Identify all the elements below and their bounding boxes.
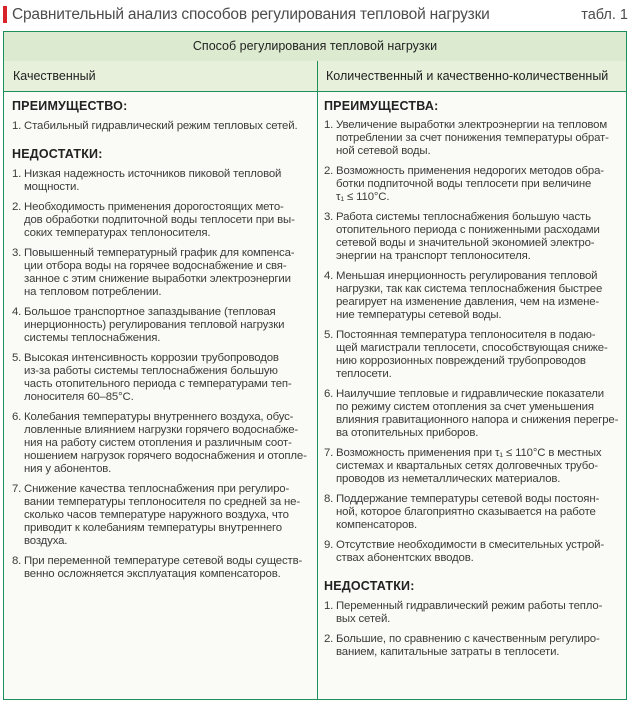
list-item bbox=[12, 120, 312, 133]
column-header-quantitative: Количественный и качественно-количественный bbox=[326, 69, 609, 83]
item-text-line: ной, которое благоприятно сказывается на работе bbox=[336, 506, 596, 518]
item-number: 8. bbox=[12, 555, 22, 567]
item-text-line: компенсаторов. bbox=[336, 519, 418, 531]
list-item bbox=[12, 411, 312, 476]
left-drawbacks-title: НЕДОСТАТКИ: bbox=[12, 147, 103, 161]
item-number: 4. bbox=[324, 270, 334, 282]
item-text-line: дов обработки подпиточной воды теплосети при вы- bbox=[24, 214, 295, 226]
item-number: 7. bbox=[12, 483, 22, 495]
list-item bbox=[324, 329, 620, 381]
table-number: табл. 1 bbox=[581, 7, 628, 23]
list-item bbox=[324, 600, 620, 626]
item-text-line: теплосети. bbox=[336, 368, 392, 380]
item-text-line: занное с этим снижение выработки электроэнергии bbox=[24, 273, 291, 285]
item-text-line: Постоянная температура теплоносителя в подаю- bbox=[336, 329, 596, 341]
list-item bbox=[324, 447, 620, 486]
item-text-line: Большие, по сравнению с качественным регулиро- bbox=[336, 633, 600, 645]
item-text-line: венно осложняется эксплуатация компенсаторов. bbox=[24, 568, 281, 580]
item-text-line: Большое транспортное запаздывание (тепловая bbox=[24, 306, 276, 318]
right-advantages bbox=[324, 119, 620, 565]
item-text-line: приводит к колебаниям температуры внутреннего bbox=[24, 522, 282, 534]
item-number: 1. bbox=[12, 168, 22, 180]
list-item bbox=[12, 352, 312, 404]
item-number: 1. bbox=[324, 600, 334, 612]
item-text-line: сетевой воды и значительной экономией электро- bbox=[336, 237, 595, 249]
list-item bbox=[324, 493, 620, 532]
column-quantitative bbox=[324, 98, 620, 659]
left-drawbacks-list bbox=[12, 168, 312, 581]
item-text-line: мощности. bbox=[24, 181, 80, 193]
column-qualitative bbox=[12, 98, 312, 581]
item-text-line: ние температуры сетевой воды. bbox=[336, 309, 502, 321]
item-text-line: ния на работу систем отопления и различным соот- bbox=[24, 437, 292, 449]
column-headers bbox=[4, 61, 626, 92]
item-text-line: ва отопительных приборов. bbox=[336, 427, 479, 439]
list-item bbox=[12, 201, 312, 240]
item-number: 4. bbox=[12, 306, 22, 318]
item-text-line: потреблении за счет понижения температуры обрат- bbox=[336, 132, 609, 144]
column-divider bbox=[317, 61, 318, 699]
item-text-line: Повышенный температурный график для компенса- bbox=[24, 247, 295, 259]
item-number: 7. bbox=[324, 447, 334, 459]
item-text-line: нагрузки, так как система теплоснабжения быстрее bbox=[336, 283, 603, 295]
page-title: Сравнительный анализ способов регулирования тепловой нагрузки bbox=[12, 6, 490, 23]
right-drawbacks bbox=[324, 600, 620, 659]
item-text-line: ванием, капитальные затраты в теплосети. bbox=[336, 646, 560, 658]
item-text-line: Отсутствие необходимости в смесительных устрой- bbox=[336, 539, 604, 551]
item-text-line: Снижение качества теплоснабжения при регулиро- bbox=[24, 483, 290, 495]
item-text-line: Возможность применения при τ₁ ≤ 110°С в местных bbox=[336, 447, 602, 459]
list-item bbox=[324, 270, 620, 322]
right-drawbacks-list bbox=[324, 600, 620, 659]
item-text-line: нию коррозионных повреждений трубопроводов bbox=[336, 355, 586, 367]
item-text-line: Увеличение выработки электроэнергии на тепловом bbox=[336, 119, 608, 131]
item-text-line: влияния гравитационного напора и снижения перегре- bbox=[336, 414, 619, 426]
item-text-line: ции отбора воды на горячее водоснабжение и свя- bbox=[24, 260, 287, 272]
item-text-line: инерционность) регулирования тепловой нагрузки bbox=[24, 319, 285, 331]
item-text-line: реагирует на изменение давления, чем на измене- bbox=[336, 296, 600, 308]
list-item bbox=[12, 306, 312, 345]
list-item bbox=[12, 555, 312, 581]
item-text-line: При переменной температуре сетевой воды существ- bbox=[24, 555, 303, 567]
table-header: Способ регулирования тепловой нагрузки bbox=[4, 32, 626, 62]
item-number: 1. bbox=[12, 120, 22, 132]
item-text-line: вых сетей. bbox=[336, 613, 391, 625]
item-text-line: Возможность применения недорогих методов обра- bbox=[336, 165, 604, 177]
item-number: 1. bbox=[324, 119, 334, 131]
item-text-line: Меньшая инерционность регулирования тепловой bbox=[336, 270, 598, 282]
title-row bbox=[3, 4, 630, 30]
item-number: 8. bbox=[324, 493, 334, 505]
comparison-table bbox=[3, 31, 627, 700]
item-text-line: вании температуры теплоносителя по средней за не- bbox=[24, 496, 300, 508]
item-number: 3. bbox=[12, 247, 22, 259]
left-drawbacks bbox=[12, 168, 312, 581]
right-drawbacks-title: НЕДОСТАТКИ: bbox=[324, 579, 415, 593]
list-item bbox=[324, 165, 620, 204]
item-text-line: щей магистрали теплосети, способствующая сниже- bbox=[336, 342, 608, 354]
item-number: 5. bbox=[324, 329, 334, 341]
item-text-line: отопительного периода с пониженными расходами bbox=[336, 224, 600, 236]
list-item bbox=[324, 633, 620, 659]
item-text-line: Низкая надежность источников пиковой тепловой bbox=[24, 168, 282, 180]
item-text-line: τ₁ ≤ 110°С. bbox=[336, 191, 390, 203]
item-text-line: ношением нагрузок горячего водоснабжения и отопле- bbox=[24, 450, 307, 462]
item-text-line: Колебания температуры внутреннего воздуха, обус- bbox=[24, 411, 294, 423]
item-text-line: сколько часов температуре наружного воздуха, что bbox=[24, 509, 289, 521]
item-text-line: воздуха. bbox=[24, 535, 68, 547]
list-item bbox=[12, 247, 312, 299]
item-text-line: ловленные влиянием нагрузки горячего водоснабже- bbox=[24, 424, 299, 436]
item-number: 2. bbox=[324, 165, 334, 177]
item-number: 6. bbox=[324, 388, 334, 400]
item-text-line: Необходимость применения дорогостоящих мето- bbox=[24, 201, 284, 213]
item-text-line: по режиму систем отопления за счет уменьшения bbox=[336, 401, 594, 413]
item-text-line: из-за работы системы теплоснабжения большую bbox=[24, 365, 278, 377]
item-number: 2. bbox=[12, 201, 22, 213]
item-number: 6. bbox=[12, 411, 22, 423]
item-text-line: ствах абонентских вводов. bbox=[336, 552, 474, 564]
list-item bbox=[324, 539, 620, 565]
item-text-line: проводов из неметаллических материалов. bbox=[336, 473, 561, 485]
item-text-line: Стабильный гидравлический режим тепловых сетей. bbox=[24, 120, 298, 132]
item-text-line: Наилучшие тепловые и гидравлические показатели bbox=[336, 388, 605, 400]
list-item bbox=[12, 483, 312, 548]
item-text-line: лоносителя 60–85°С. bbox=[24, 391, 134, 403]
item-text-line: Поддержание температуры сетевой воды постоян- bbox=[336, 493, 600, 505]
item-number: 3. bbox=[324, 211, 334, 223]
item-text-line: энергии на транспорт теплоносителя. bbox=[336, 250, 531, 262]
right-advantages-title: ПРЕИМУЩЕСТВА: bbox=[324, 99, 439, 113]
item-text-line: часть отопительного периода с температурами теп- bbox=[24, 378, 292, 390]
list-item bbox=[12, 168, 312, 194]
left-advantages bbox=[12, 120, 312, 133]
item-text-line: Высокая интенсивность коррозии трубопроводов bbox=[24, 352, 279, 364]
item-text-line: системы теплоснабжения. bbox=[24, 332, 161, 344]
item-text-line: ния у абонентов. bbox=[24, 463, 112, 475]
column-header-qualitative: Качественный bbox=[13, 69, 96, 83]
list-item bbox=[324, 119, 620, 158]
title-accent-marker bbox=[3, 6, 7, 23]
left-advantages-title: ПРЕИМУЩЕСТВО: bbox=[12, 99, 128, 113]
item-text-line: ной сетевой воды. bbox=[336, 145, 431, 157]
item-number: 2. bbox=[324, 633, 334, 645]
item-text-line: ботки подпиточной воды теплосети при величине bbox=[336, 178, 592, 190]
list-item bbox=[324, 388, 620, 440]
item-text-line: на тепловом потреблении. bbox=[24, 286, 162, 298]
item-text-line: Работа системы теплоснабжения большую часть bbox=[336, 211, 591, 223]
item-number: 5. bbox=[12, 352, 22, 364]
item-number: 9. bbox=[324, 539, 334, 551]
item-text-line: системах и квартальных сетях долговечных трубо- bbox=[336, 460, 598, 472]
right-advantages-list bbox=[324, 119, 620, 565]
list-item bbox=[324, 211, 620, 263]
item-text-line: соких температурах теплоносителя. bbox=[24, 227, 211, 239]
item-text-line: Переменный гидравлический режим работы тепло- bbox=[336, 600, 603, 612]
left-advantages-list bbox=[12, 120, 312, 133]
